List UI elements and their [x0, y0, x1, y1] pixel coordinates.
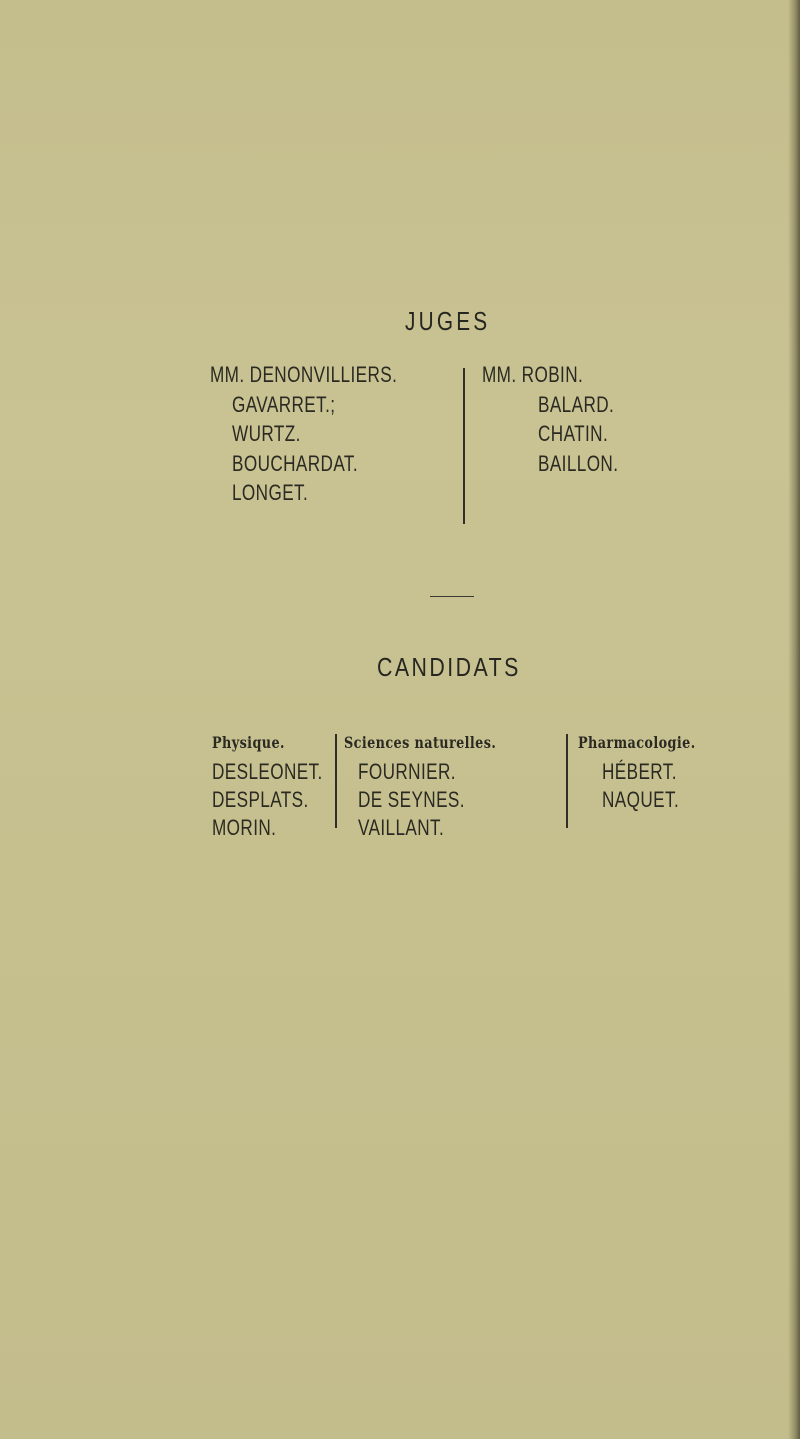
- candidate-name: FOURNIER.: [358, 759, 456, 784]
- judge-name: MM. ROBIN.: [482, 362, 584, 387]
- candidates-sciences-column: [344, 728, 534, 842]
- column-heading: Sciences naturelles.: [344, 733, 497, 752]
- candidates-divider: [335, 734, 337, 828]
- candidats-title: CANDIDATS: [377, 652, 521, 682]
- judges-left-column: [210, 360, 450, 508]
- candidates-divider: [566, 734, 568, 828]
- judge-name: BOUCHARDAT.: [232, 450, 359, 476]
- judge-name: WURTZ.: [232, 421, 301, 446]
- candidate-name: NAQUET.: [602, 787, 680, 812]
- judge-name: GAVARRET.;: [232, 391, 336, 417]
- juges-title: JUGES: [405, 306, 491, 336]
- candidates-physique-column: [212, 728, 354, 842]
- judges-divider: [463, 368, 465, 524]
- candidate-name: DESPLATS.: [212, 787, 309, 812]
- judge-name: BAILLON.: [538, 450, 619, 476]
- candidate-name: DESLEONET.: [212, 759, 323, 784]
- column-heading: Pharmacologie.: [578, 733, 696, 752]
- judges-right-column: [482, 360, 682, 478]
- candidates-pharmacologie-column: [578, 728, 725, 814]
- judge-name: BALARD.: [538, 391, 615, 417]
- candidate-name: HÉBERT.: [602, 759, 677, 784]
- candidate-name: MORIN.: [212, 815, 277, 840]
- section-rule: [430, 596, 474, 597]
- candidate-name: DE SEYNES.: [358, 787, 465, 812]
- page-edge-shadow: [788, 0, 800, 1439]
- column-heading: Physique.: [212, 733, 285, 752]
- candidate-name: VAILLANT.: [358, 815, 445, 840]
- judge-name: CHATIN.: [538, 421, 609, 446]
- judge-name: MM. DENONVILLIERS.: [210, 362, 398, 387]
- judge-name: LONGET.: [232, 480, 309, 505]
